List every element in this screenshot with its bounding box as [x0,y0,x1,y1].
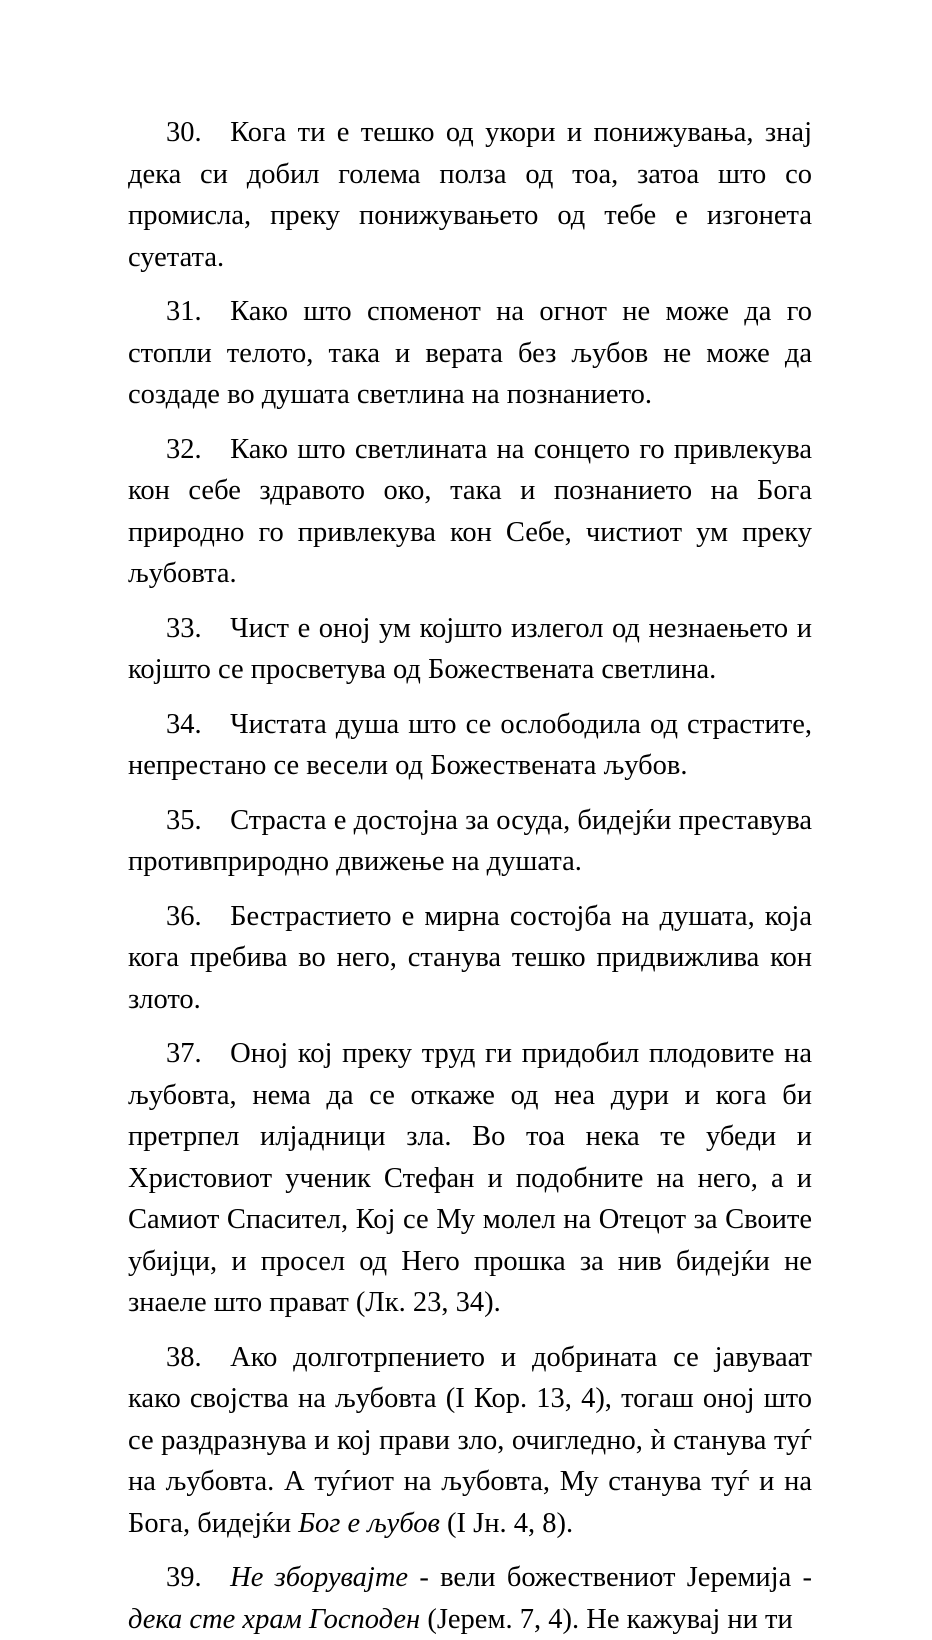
paragraph-number: 35. [166,804,231,836]
paragraph-text: (Јерем. 7, 4). Не кажувај ни ти [420,1603,793,1635]
paragraph-text: - вели божествениот Јеремија - [408,1562,812,1593]
paragraph-number: 38. [166,1341,231,1373]
paragraph-text: Ако долготрпението и добрината се јавуваат како својства на љубовта (I Кор. 13, 4), тогаш оној што се раздразнува и кој прави зло, очигледно, ѝ станува туѓ на љубовта. А туѓиот на љубовта, Му станува туѓ и на Бога, бидејќи [128,1341,812,1539]
paragraph [128,1557,812,1640]
paragraph [128,704,812,787]
paragraph-number: 36. [166,900,231,932]
paragraph-number: 39. [166,1562,231,1593]
paragraph-text: (I Јн. 4, 8). [439,1507,574,1539]
paragraph-text: Бестрастието е мирна состојба на душата, која кога пребива во него, станува тешко придвижлива кон злото. [128,900,812,1015]
paragraph [128,896,812,1021]
paragraph-text: Чист е оној ум којшто излегол од незнаењето и којшто се просветува од Божествената светлина. [128,612,812,685]
paragraph-number: 32. [166,433,231,465]
paragraph-text: Како што светлината на сонцето го привлекува кон себе здравото око, така и познанието на Бога природно го привлекува кон Себе, чистиот ум преку љубовта. [128,433,812,589]
paragraph [128,800,812,883]
body-text-column [128,112,812,1640]
paragraph-text: Чистата душа што се ослободила од страстите, непрестано се весели од Божествената љубов. [128,708,812,781]
paragraph [128,429,812,595]
paragraph-number: 33. [166,612,231,644]
emphasized-text: дека сте храм Господен [128,1603,421,1635]
paragraph [128,608,812,691]
paragraph-number: 31. [166,296,231,327]
paragraph [128,112,812,278]
paragraph-text: Оној кој преку труд ги придобил плодовите на љубовта, нема да се откаже од неа дури и кога би претрпел илјадници зла. Во тоа нека те убеди и Христовиот ученик Стефан и подобните на него, а и Самиот Спасител, Кој се Му молел на Отецот за Своите убијци, и просел од Него прошка за нив бидејќи не знаеле што прават (Лк. 23, 34). [128,1038,812,1318]
emphasized-text: Бог е љубов [298,1507,440,1539]
paragraph-number: 37. [166,1038,231,1069]
paragraph-text: Страста е достојна за осуда, бидејќи преставува противприродно движење на душата. [128,804,812,877]
paragraph-text: Кога ти е тешко од укори и понижувања, знај дека си добил голема полза од тоа, затоа што со промисла, преку понижувањето од тебе е изгонета суетата. [128,117,812,273]
paragraph [128,1033,812,1324]
emphasized-text: Не зборувајте [230,1562,409,1593]
paragraph-text: Како што споменот на огнот не може да го стопли телото, така и верата без љубов не може да создаде во душата светлина на познанието. [128,296,812,410]
paragraph [128,1337,812,1545]
paragraph-number: 34. [166,708,231,740]
paragraph-number: 30. [166,117,231,148]
paragraph [128,291,812,416]
